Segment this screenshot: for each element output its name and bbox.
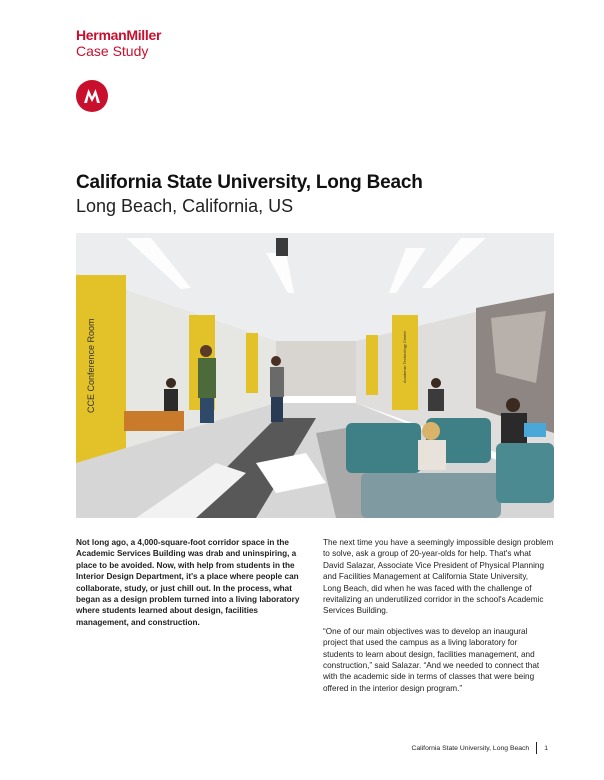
- body-paragraph-1: [323, 537, 555, 617]
- intro-line: place to be avoided. Now, with help from students in the: [76, 560, 295, 570]
- body-column: [323, 537, 555, 703]
- page-footer: [411, 742, 548, 754]
- body-line: Services Building.: [323, 606, 389, 616]
- brand-block: [76, 27, 161, 60]
- intro-line: began as a design problem turned into a living laboratory: [76, 595, 300, 605]
- sign-academic-technology-center: Academic Technology Center: [402, 331, 407, 383]
- body-line: project that used the campus as a living laboratory for: [323, 638, 518, 648]
- corridor-photo: [76, 233, 554, 518]
- brand-name: HermanMiller: [76, 27, 162, 43]
- intro-paragraph: [76, 537, 308, 628]
- footer-divider: [536, 742, 537, 754]
- intro-column: [76, 537, 308, 628]
- body-paragraph-2: [323, 626, 555, 694]
- footer-label: California State University, Long Beach: [411, 744, 530, 752]
- body-line: David Salazar, Associate Vice President of Physical Planning: [323, 560, 545, 570]
- intro-line: Not long ago, a 4,000-square-foot corridor space in the: [76, 538, 289, 547]
- intro-line: management, and construction.: [76, 617, 200, 627]
- body-line: and Facilities Management at California State University,: [323, 572, 529, 582]
- body-line: “One of our main objectives was to develop an inaugural: [323, 626, 528, 636]
- body-line: revitalizing an underutilized corridor in the school's Academic: [323, 595, 544, 605]
- body-line: with the academic side in terms of classes that were being: [323, 672, 535, 682]
- document-type: Case Study: [76, 43, 149, 59]
- body-line: to solve, ask a group of 20-year-olds for help. That's what: [323, 549, 532, 559]
- intro-line: Interior Design Department, it's a place where people can: [76, 572, 299, 582]
- body-line: The next time you have a seemingly impossible design problem: [323, 538, 554, 547]
- body-line: students to learn about design, facilities management, and: [323, 649, 535, 659]
- page-number: 1: [544, 744, 548, 752]
- body-line: offered in the interior design program.”: [323, 683, 463, 693]
- body-line: construction,” said Salazar. “And we needed to connect that: [323, 661, 540, 671]
- sign-cce-conference-room: CCE Conference Room: [86, 318, 96, 413]
- body-line: Long Beach, did when he was faced with the challenge of: [323, 583, 532, 593]
- herman-miller-logo-icon: [76, 80, 108, 112]
- intro-line: collaborate, study, or just chill out. In the process, what: [76, 583, 292, 593]
- page-title: California State University, Long Beach: [76, 172, 423, 193]
- page-subtitle: Long Beach, California, US: [76, 196, 294, 216]
- intro-line: where students learned about design, facilities: [76, 606, 258, 616]
- intro-line: Academic Services Building was drab and uninspiring, a: [76, 549, 297, 559]
